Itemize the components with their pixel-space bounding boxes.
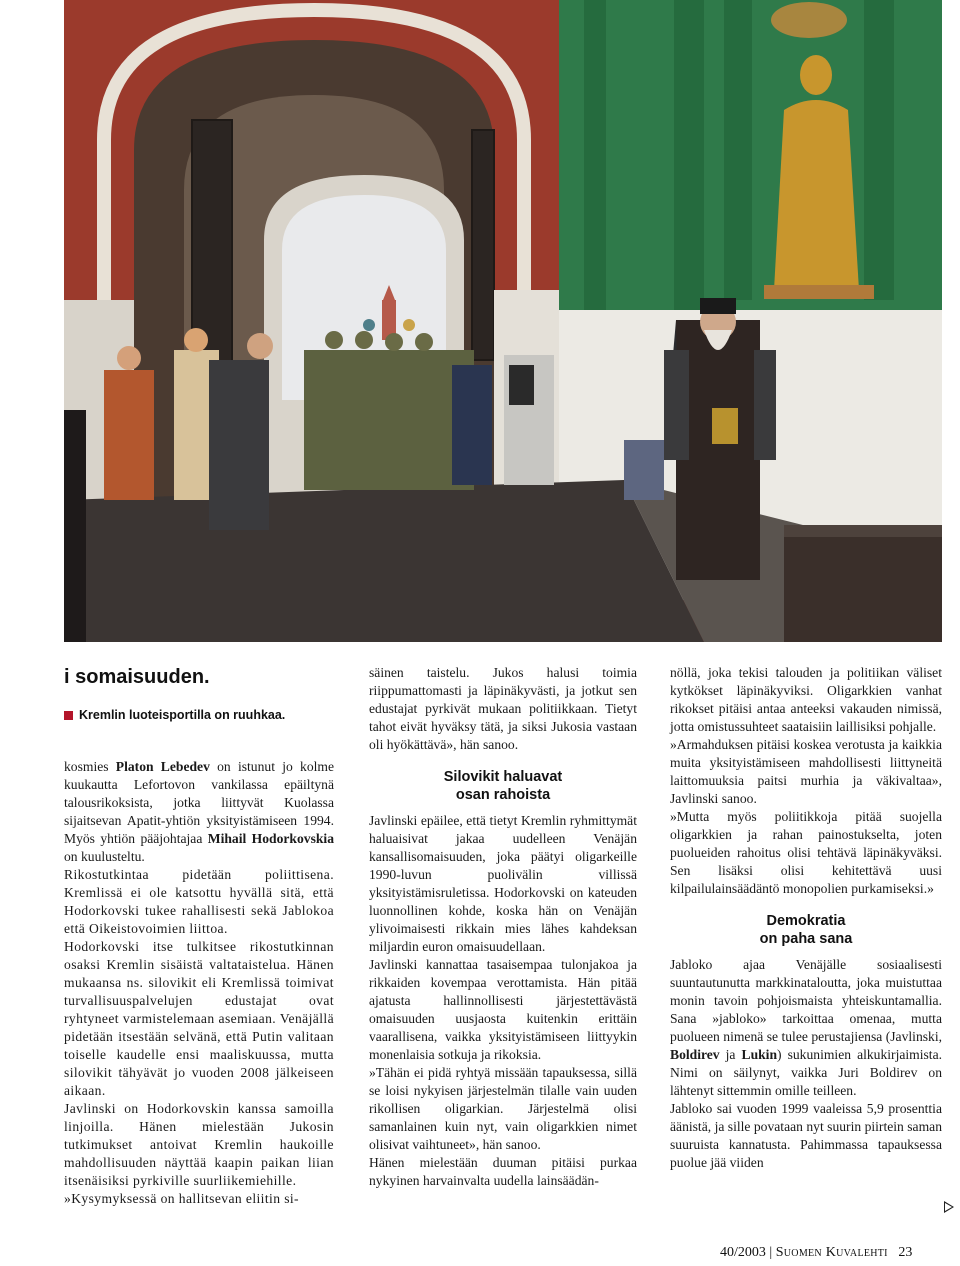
paragraph: »Mutta myös poliitikkoja pitää suojella oligarkkien ja rahan painostukselta, joten puolueiden rahoitus olisi tehtävä läpinäkyväksi. Sen lisäksi olisi kehitettävä uusi kilpailulainsäädäntö monopolien purkamiseksi.» <box>670 809 942 896</box>
paragraph: Jabloko sai vuoden 1999 vaaleissa 5,9 prosenttia äänistä, ja sille povataan nyt suurin piirtein saman suuruista kannatusta. Pahimmassa tapauksessa puolue jää viiden <box>670 1101 942 1170</box>
photo-caption <box>64 706 334 724</box>
person-name: Platon Lebedev <box>115 759 210 774</box>
article-column-1 <box>64 664 334 1208</box>
subheading-line: Demokratia <box>766 913 846 929</box>
page-number: 23 <box>898 1245 913 1260</box>
paragraph: säinen taistelu. Jukos halusi toimia riippumattomasti ja läpinäkyvästi, ja jotkut sen edustajat pyrkivät mukaan politiikkaan. Tietyt tahot eivät hyväksy tätä, ja siksi Jukosia vastaan oli hyökättävä», hän sanoo. <box>369 665 637 752</box>
person-name: Mihail Hodorkovskia <box>207 831 334 846</box>
person-name: Lukin <box>741 1047 778 1062</box>
paragraph: nöllä, joka tekisi talouden ja politiikan väliset kytkökset läpinäkyviksi. Oligarkkien vanhat rikokset pitäisi antaa anteeksi vakauden nimissä, jotta omistussuhteet saataisiin laillisiksi pohjalle. <box>670 665 942 734</box>
article-photo <box>64 0 942 642</box>
paragraph: Rikostutkintaa pidetään poliittisena. Kremlissä ei ole katsottu hyvällä sitä, että Hodorkovski tukee rahallisesti sekä Jablokoa että Oikeistovoimien liittoa. <box>64 867 334 936</box>
page-footer <box>720 1245 912 1261</box>
subheading-line: Silovikit haluavat <box>443 769 563 785</box>
footer-separator: | <box>769 1245 773 1260</box>
article-column-3 <box>670 664 942 1172</box>
paragraph: Hänen mielestään duuman pitäisi purkaa nykyinen harvainvalta uudella lainsäädän- <box>369 1155 637 1188</box>
subheading <box>369 768 637 804</box>
article-column-2 <box>369 664 637 1190</box>
subheading <box>670 912 942 948</box>
paragraph: kosmies Platon Lebedev on istunut jo kolme kuukautta Lefortovon vankilassa epäiltynä talousrikoksista, jotka liittyvät Kuolassa sijaitsevan Apatit-yhtiön yksityistämiseen 1994. Myös yhtiön pääjohtajaa Mihail Hodorkovskia on kuulusteltu. <box>64 759 334 864</box>
photo-caption-text: Kremlin luoteisportilla on ruuhkaa. <box>79 708 286 722</box>
subheading-line: osan rahoista <box>455 787 551 803</box>
paragraph: Hodorkovski itse tulkitsee rikostutkinnan osaksi Kremlin sisäistä valtataistelua. Hänen mukaansa ns. silovikit eli Kremlissä toimivat turvallisuuspalvelujen edustajat ovat ryhtyneet varmistelemaan asemiaan. Venäjällä pidetään itsestään selvänä, että Putin valitaan toiselle kaudelle ensi maaliskuussa, mutta silovikit tähyävät jo vuoden 2008 jälkeiseen aikaan. <box>64 939 334 1098</box>
person-name: Boldirev <box>670 1047 720 1062</box>
paragraph: »Tähän ei pidä ryhtyä missään tapauksessa, sillä se loisi nykyisen järjestelmän tilalle vain uuden rikollisen oligarkian. Järjestelmä olisi samanlainen kuin nyt, vain oligarkkien nimet olisivat vaihtuneet», hän sanoo. <box>369 1065 637 1152</box>
paragraph: »Kysymyksessä on hallitsevan eliitin si- <box>64 1191 299 1206</box>
paragraph: Jabloko ajaa Venäjälle sosiaalisesti suuntautunutta markkinataloutta, joka muistuttaa monin tavoin pohjoismaista yhteiskuntamallia. Sana »jabloko» tarkoittaa omenaa, mutta puolueen nimenä se tulee perustajiensa (Javlinski, Boldirev ja Lukin) sukunimien alkukirjaimista. Nimi on säilynyt, vaikka Juri Boldirev on lähtenyt sittemmin omille teilleen. <box>670 957 943 1098</box>
magazine-name: Suomen Kuvalehti <box>775 1245 888 1260</box>
paragraph: »Armahduksen pitäisi koskea verotusta ja kaikkia muita yksityistämiseen mahdollisesti liittyneitä laittomuuksia paitsi murhia ja väkivaltaa», Javlinski sanoo. <box>670 737 942 806</box>
caption-marker-icon <box>64 711 73 720</box>
paragraph: Javlinski on Hodorkovskin kanssa samoilla linjoilla. Hänen mielestään Jukosin tutkimukset antoivat Kremlin haukoille mahdollisuuden näyttää kaapin paikan liian itsenäisiksi pyrkiville suurliikemiehille. <box>64 1101 334 1188</box>
subheading-line: on paha sana <box>759 931 853 947</box>
paragraph: Javlinski epäilee, että tietyt Kremlin ryhmittymät haluaisivat jakaa uudelleen Venäjän kansallisomaisuuden, joka päätyi oligarkeille 1990-luvun puolivälin villissä yksityistämisruletissa. Hodorkovski on kateuden luonnollinen kohde, koska hän on Venäjän ylivoimaisesti rikkain mies lähes kahdeksan miljardin euron omaisuudellaan. <box>369 813 637 954</box>
continue-arrow-icon <box>944 1201 954 1213</box>
headline-fragment: i somaisuuden. <box>64 666 210 688</box>
paragraph: Javlinski kannattaa tasaisempaa tulonjakoa ja rikkaiden kovempaa verottamista. Hän pitää ajatusta hallinnollisesti järjestettävästä omaisuuden uusjaosta kuitenkin erittäin vaarallisena, vaikka yksityistämiseen liittyykin monenlaisia sotkuja ja rikoksia. <box>369 957 637 1062</box>
issue-number: 40/2003 <box>720 1245 766 1260</box>
